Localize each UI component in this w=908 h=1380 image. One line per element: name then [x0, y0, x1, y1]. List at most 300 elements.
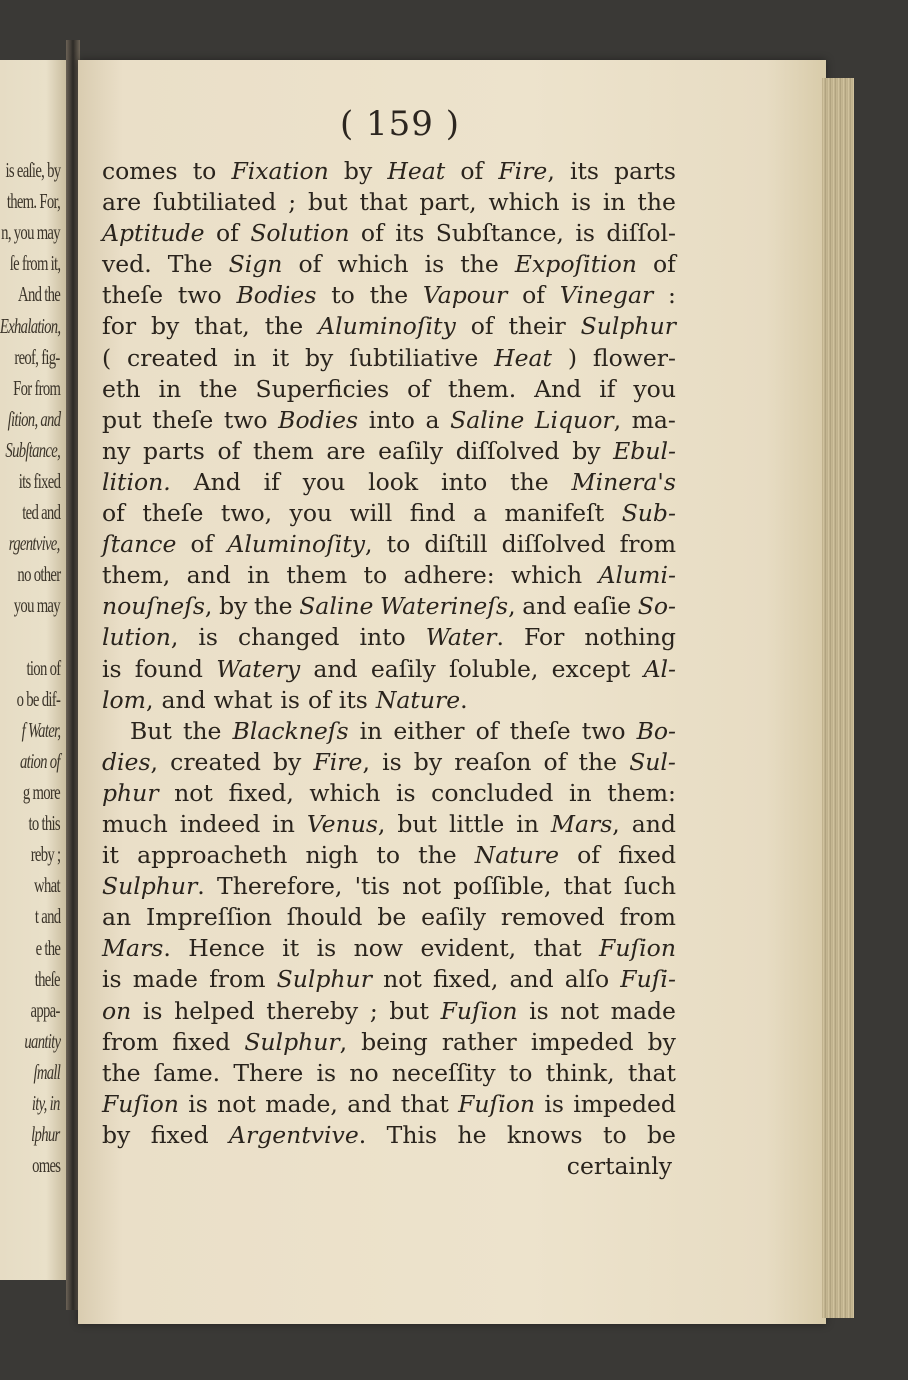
previous-page-text-fragment: ation of: [20, 748, 60, 773]
previous-page-text-fragment: you may: [13, 593, 60, 618]
previous-page-text-fragment: For from: [12, 375, 60, 400]
word: you: [633, 374, 676, 403]
word: it: [282, 934, 300, 963]
word: is: [198, 623, 218, 652]
word: is: [571, 188, 591, 217]
word: Fixation: [231, 157, 329, 185]
word: that: [359, 188, 408, 217]
word: of: [653, 250, 676, 279]
word: two: [223, 405, 268, 434]
previous-page-text-fragment: is eaſie, by: [5, 158, 60, 182]
word: Bodies: [278, 405, 359, 434]
previous-page-text-fragment: g more: [22, 780, 60, 804]
word: Sub-: [621, 499, 676, 528]
word: ma-: [631, 405, 676, 434]
word: to: [363, 561, 388, 590]
word: created: [170, 747, 261, 776]
word: theſe: [509, 716, 571, 745]
word: which: [488, 188, 560, 217]
previous-page-edge: [0, 60, 66, 1280]
word: Nature: [474, 841, 560, 870]
word: lom,: [102, 685, 154, 714]
previous-page-text-fragment: ſe from it,: [9, 251, 60, 276]
word: by: [343, 157, 373, 185]
word: which: [337, 250, 409, 279]
previous-page-text-fragment: reof, fig-: [14, 344, 60, 369]
word: Solution: [250, 219, 350, 248]
word: Bo-: [636, 716, 676, 745]
word: of: [475, 716, 499, 745]
previous-page-text-fragment: theſe: [34, 966, 60, 991]
text-line: [102, 436, 676, 467]
word: theſe: [152, 405, 214, 434]
word: Waterineſs,: [380, 592, 516, 621]
word: nothing: [584, 623, 676, 652]
word: the: [418, 841, 457, 870]
word: he: [457, 1120, 487, 1149]
word: But: [130, 716, 172, 745]
word: and: [522, 592, 567, 621]
text-line: [102, 1120, 676, 1151]
word: Nature.: [375, 685, 468, 714]
word: ſame.: [153, 1058, 221, 1087]
page-number: ( 159 ): [339, 104, 461, 144]
text-line: [102, 1058, 676, 1089]
word: fixed: [172, 1027, 231, 1056]
word: made: [610, 996, 676, 1025]
word: impeded: [573, 1089, 676, 1118]
previous-page-text-fragment: reby ;: [30, 842, 60, 867]
word: Sulphur.: [102, 872, 205, 901]
text-line: [102, 933, 676, 964]
word: but: [389, 996, 429, 1025]
word: of: [522, 281, 545, 310]
word: lution,: [102, 623, 179, 652]
previous-page-text-fragment: f Water,: [21, 717, 60, 742]
word: of: [360, 219, 384, 248]
word: And: [193, 467, 241, 496]
word: by: [647, 1027, 676, 1056]
word: if: [263, 467, 280, 496]
word: of: [102, 499, 125, 528]
word: Sul-: [629, 747, 676, 776]
word: Subſtance,: [435, 219, 564, 248]
word: from: [102, 1027, 159, 1056]
word: phur: [102, 778, 159, 807]
word: rather: [441, 1027, 517, 1056]
word: to: [331, 281, 355, 310]
word: Heat: [387, 157, 446, 185]
word: it: [102, 841, 119, 870]
text-line: [102, 311, 676, 342]
word: ;: [369, 996, 378, 1025]
word: parts: [614, 157, 676, 185]
page-edges: [822, 78, 854, 1318]
word: Watery: [216, 654, 301, 683]
previous-page-text-fragment: them. For,: [6, 189, 60, 214]
word: eaſily: [370, 654, 436, 683]
word: two: [177, 281, 222, 310]
word: is: [396, 778, 416, 807]
word: eaſily: [421, 903, 487, 932]
word: by: [413, 747, 443, 776]
word: approacheth: [137, 841, 288, 870]
previous-page-text-fragment: omes: [31, 1153, 60, 1178]
previous-page-text-fragment: appa-: [30, 997, 60, 1022]
word: This: [386, 1120, 438, 1149]
previous-page-text-fragment: no other: [17, 562, 60, 587]
word: of: [215, 219, 239, 248]
word: to: [603, 1120, 627, 1149]
word: in: [516, 809, 539, 838]
text-line: [102, 529, 676, 560]
previous-page-text-fragment: tion of: [26, 655, 60, 680]
word: So-: [637, 592, 676, 621]
word: Venus,: [306, 809, 386, 838]
word: two,: [220, 499, 273, 528]
word: from: [619, 530, 676, 559]
word: of: [217, 436, 241, 465]
word: them: [252, 436, 314, 465]
previous-page-text-fragment: n, you may: [1, 220, 60, 245]
previous-page-text-fragment: ity, in: [32, 1091, 60, 1115]
text-line: [102, 280, 676, 311]
word: that: [533, 934, 582, 963]
word: you: [289, 499, 333, 528]
word: and: [347, 1089, 392, 1118]
word: There: [233, 1058, 304, 1087]
word: Impreſſion: [146, 903, 272, 932]
word: removed: [500, 903, 605, 932]
text-line: [102, 747, 676, 778]
word: either: [393, 716, 465, 745]
word: fixed: [150, 1120, 209, 1149]
word: put: [102, 405, 142, 434]
word: Aluminoſity: [318, 312, 456, 341]
word: which: [511, 561, 583, 590]
text-line: [102, 902, 676, 933]
word: will: [349, 499, 393, 528]
word: on: [102, 996, 132, 1025]
text-line: [102, 1027, 676, 1058]
word: the: [510, 467, 549, 496]
word: alſo: [564, 965, 610, 994]
text-line: [102, 591, 676, 622]
word: and: [313, 654, 358, 683]
word: of: [407, 374, 431, 403]
word: :: [668, 281, 676, 310]
word: of: [470, 312, 494, 341]
page-body: [102, 156, 676, 1182]
word: Bodies: [236, 281, 317, 310]
text-line: [102, 249, 676, 280]
word: Al-: [643, 654, 676, 683]
word: Vinegar: [559, 281, 654, 310]
previous-page-text-fragment: Subſtance,: [5, 437, 60, 462]
word: and: [161, 685, 206, 714]
word: Sulphur: [580, 312, 676, 341]
word: ): [567, 343, 578, 372]
word: Fuſion: [440, 996, 518, 1025]
previous-page-text-fragment: e the: [35, 935, 60, 960]
word: to: [508, 1058, 533, 1087]
word: its: [338, 685, 368, 714]
word: not: [383, 965, 422, 994]
word: by: [273, 747, 302, 776]
word: ſtance: [102, 530, 177, 559]
word: Superficies: [255, 374, 390, 403]
previous-page-text-fragment: And the: [17, 282, 60, 307]
word: Blackneſs: [232, 716, 349, 745]
word: is: [102, 654, 122, 683]
text-line: [102, 156, 676, 187]
word: parts: [143, 436, 205, 465]
word: that,: [194, 312, 250, 341]
word: that: [563, 872, 612, 901]
word: ſhould: [286, 903, 363, 932]
previous-page-text-fragment: lphur: [31, 1122, 60, 1147]
word: comes: [102, 157, 178, 185]
word: Expoſition: [514, 250, 637, 279]
word: in: [247, 561, 270, 590]
word: no: [349, 1058, 379, 1087]
previous-page-text-fragment: ted and: [22, 500, 60, 525]
word: find: [409, 499, 456, 528]
word: theſe: [102, 281, 164, 310]
word: by: [572, 436, 601, 465]
word: into: [359, 623, 406, 652]
word: are: [326, 436, 366, 465]
word: ſubtiliated: [153, 188, 277, 217]
word: think,: [545, 1058, 615, 1087]
word: impeded: [530, 1027, 634, 1056]
word: diſſolved: [501, 530, 606, 559]
word: made,: [265, 1089, 338, 1118]
word: Fire,: [313, 747, 370, 776]
word: little: [448, 809, 505, 838]
word: ſoluble,: [448, 654, 539, 683]
previous-page-text-fragment: what: [34, 873, 60, 898]
word: the: [637, 188, 676, 217]
word: you: [302, 467, 346, 496]
word: Sign: [228, 250, 283, 279]
word: but: [307, 188, 348, 217]
word: not: [217, 1089, 256, 1118]
word: it: [272, 343, 290, 372]
word: (: [102, 343, 112, 372]
text-line: [102, 871, 676, 902]
word: are: [102, 188, 142, 217]
word: diſſol-: [606, 219, 676, 248]
word: and: [509, 965, 554, 994]
word: not: [174, 778, 213, 807]
word: by: [102, 1120, 131, 1149]
text-line: [102, 840, 676, 871]
word: Mars,: [550, 809, 620, 838]
previous-page-text-fragment: its fixed: [18, 469, 60, 493]
word: Heat: [494, 343, 552, 372]
word: ;: [288, 188, 297, 217]
word: the: [254, 592, 293, 621]
word: Liquor,: [534, 405, 622, 434]
word: changed: [238, 623, 340, 652]
word: is: [424, 250, 445, 279]
word: is: [544, 1089, 564, 1118]
word: by: [151, 312, 180, 341]
text-line: [102, 374, 676, 405]
word: ved.: [102, 250, 152, 279]
text-line: [102, 622, 676, 653]
word: to: [192, 157, 217, 185]
word: ſuch: [623, 872, 676, 901]
word: found: [134, 654, 203, 683]
word: of: [460, 157, 484, 185]
word: indeed: [179, 809, 261, 838]
text-line: [102, 654, 676, 685]
word: of: [298, 250, 322, 279]
word: a: [425, 405, 440, 434]
previous-page-text-fragment: t and: [34, 904, 60, 929]
word: them.: [447, 374, 517, 403]
word: ny: [102, 436, 131, 465]
word: a: [473, 499, 488, 528]
text-line: [102, 405, 676, 436]
word: Saline: [450, 405, 525, 434]
word: which: [309, 778, 381, 807]
word: them:: [607, 778, 676, 807]
word: is: [188, 1089, 208, 1118]
word: not: [402, 872, 442, 901]
text-line: [102, 187, 676, 218]
text-line: [102, 498, 676, 529]
word: now: [353, 934, 404, 963]
word: Sulphur: [276, 965, 372, 994]
word: And: [534, 374, 582, 403]
text-line: [102, 996, 676, 1027]
word: to: [386, 530, 411, 559]
text-line: [102, 218, 676, 249]
word: of: [190, 530, 214, 559]
word: from: [209, 965, 266, 994]
word: into: [441, 467, 488, 496]
word: is: [280, 685, 300, 714]
word: is: [316, 934, 337, 963]
text-line: [102, 343, 676, 374]
text-line: [102, 1089, 676, 1120]
word: by: [219, 592, 248, 621]
word: except: [551, 654, 631, 683]
word: Fuſion: [458, 1089, 536, 1118]
word: the: [199, 374, 238, 403]
word: nouſneſs,: [102, 592, 213, 621]
word: in: [272, 809, 295, 838]
word: but: [397, 809, 437, 838]
word: Mars.: [102, 934, 171, 963]
word: Therefore,: [217, 872, 343, 901]
word: eth: [102, 374, 141, 403]
word: Fuſion: [599, 934, 676, 963]
word: them: [286, 561, 348, 590]
word: neceſſity: [391, 1058, 496, 1087]
word: For: [523, 623, 565, 652]
text-line: [102, 560, 676, 591]
word: of: [577, 841, 600, 870]
word: Argentvive.: [229, 1120, 367, 1149]
word: dies,: [102, 747, 159, 776]
word: flower-: [592, 343, 676, 372]
word: in: [569, 778, 592, 807]
word: knows: [506, 1120, 583, 1149]
word: be: [647, 1120, 676, 1149]
catchword: certainly: [566, 1152, 672, 1180]
word: the: [264, 312, 304, 341]
word: Fuſion: [102, 1089, 179, 1118]
word: the: [369, 281, 409, 310]
word: is: [142, 996, 163, 1025]
word: fixed,: [228, 778, 294, 807]
word: by: [305, 343, 334, 372]
word: that: [400, 1089, 449, 1118]
text-line: [102, 809, 676, 840]
previous-page-text-fragment: Exhalation,: [0, 313, 60, 338]
word: its: [569, 157, 599, 185]
word: evident,: [420, 934, 517, 963]
word: ſubtiliative: [349, 343, 479, 372]
word: much: [102, 809, 168, 838]
word: lition.: [102, 467, 171, 496]
word: manifeſt: [504, 499, 605, 528]
word: theſe: [142, 499, 204, 528]
word: adhere:: [403, 561, 495, 590]
text-line: [102, 467, 676, 498]
text-line: [102, 778, 676, 809]
word: is: [529, 996, 549, 1025]
word: nigh: [305, 841, 359, 870]
word: the: [578, 747, 618, 776]
word: into: [368, 405, 415, 434]
previous-page-text-fragment: ſition, and: [7, 406, 60, 431]
word: helped: [174, 996, 255, 1025]
word: not: [560, 996, 600, 1025]
word: Vapour: [422, 281, 508, 310]
word: Aluminoſity,: [227, 530, 373, 559]
text-line: [102, 964, 676, 995]
word: to: [376, 841, 401, 870]
word: part,: [419, 188, 477, 217]
word: Minera's: [571, 467, 676, 496]
word: thereby: [266, 996, 359, 1025]
text-line: [102, 685, 676, 716]
word: what: [213, 685, 273, 714]
word: its: [395, 219, 425, 248]
word: Water.: [425, 623, 504, 652]
text-line: [102, 716, 676, 747]
word: Fuſi-: [620, 965, 676, 994]
word: for: [102, 312, 137, 341]
word: diſſolved: [455, 436, 560, 465]
word: reaſon: [454, 747, 532, 776]
word: fixed: [618, 841, 676, 870]
word: is: [382, 747, 402, 776]
word: Hence: [188, 934, 265, 963]
word: in: [158, 374, 182, 403]
word: Sulphur,: [244, 1027, 348, 1056]
word: made: [132, 965, 198, 994]
word: diſtill: [424, 530, 488, 559]
word: fixed,: [432, 965, 499, 994]
word: in: [359, 716, 383, 745]
previous-page-text-fragment: to this: [28, 811, 60, 836]
